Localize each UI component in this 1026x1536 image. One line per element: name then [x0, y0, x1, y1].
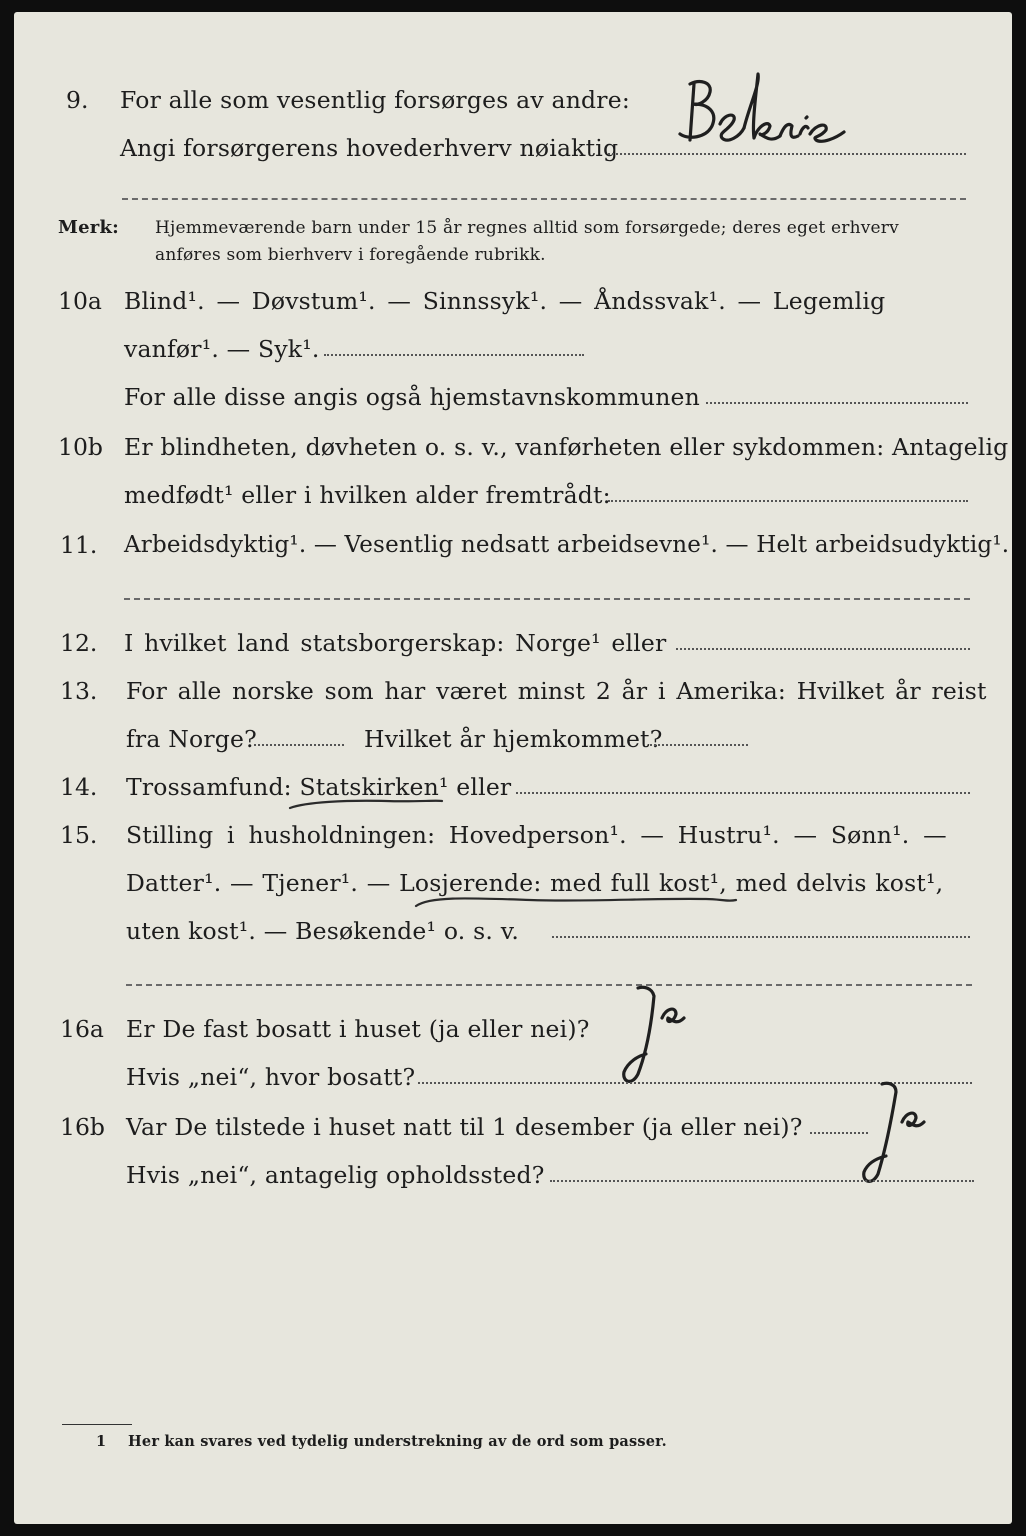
q9-number: 9.	[66, 86, 89, 114]
q10b-line1: Er blindheten, døvheten o. s. v., vanførheten eller sykdommen: Antagelig	[124, 433, 1009, 461]
q15-line2: Datter¹. — Tjener¹. — Losjerende: med full kost¹, med delvis kost¹,	[126, 869, 944, 897]
q10b-number: 10b	[58, 433, 103, 461]
q13-number: 13.	[60, 677, 98, 705]
q16b-number: 16b	[60, 1113, 105, 1141]
q10a-line1: Blind¹. — Døvstum¹. — Sinnssyk¹. — Åndssvak¹. — Legemlig	[124, 287, 886, 315]
q16b-opholdssted-answer-line[interactable]	[550, 1180, 974, 1182]
q10a-number: 10a	[58, 287, 102, 315]
footnote-text: Her kan svares ved tydelig understrekning av de ord som passer.	[128, 1433, 667, 1450]
q9-handwritten-answer-signature	[660, 64, 900, 160]
q15-answer-line[interactable]	[552, 936, 970, 938]
q15-line1: Stilling i husholdningen: Hovedperson¹. — Hustru¹. — Sønn¹. —	[126, 821, 947, 849]
q12-answer-line[interactable]	[676, 648, 970, 650]
merk-label: Merk:	[58, 217, 119, 238]
merk-line2: anføres som bierhverv i foregående rubrikk.	[155, 245, 546, 265]
q16b-handwritten-answer-ja	[846, 1074, 942, 1192]
q11-answer-line[interactable]	[124, 598, 970, 600]
q9-extra-answer-line[interactable]	[122, 198, 966, 200]
q13-departure-year-line[interactable]	[254, 744, 344, 746]
q10b-answer-line[interactable]	[608, 500, 968, 502]
q14-answer-line[interactable]	[516, 792, 970, 794]
q16a-line1: Er De fast bosatt i huset (ja eller nei)?	[126, 1015, 590, 1043]
q16a-line2: Hvis „nei“, hvor bosatt?	[126, 1063, 416, 1091]
q9-line2: Angi forsørgerens hovederhverv nøiaktig	[120, 134, 619, 162]
q16b-line2: Hvis „nei“, antagelig opholdssted?	[126, 1161, 545, 1189]
q11-number: 11.	[60, 531, 98, 559]
q10a-line2: vanfør¹. — Syk¹.	[124, 335, 320, 363]
q14-number: 14.	[60, 773, 98, 801]
merk-line1: Hjemmeværende barn under 15 år regnes alltid som forsørgede; deres eget erhverv	[155, 218, 899, 238]
q14-statskirken-underline	[286, 796, 446, 812]
q16a-number: 16a	[60, 1015, 104, 1043]
q15-line3: uten kost¹. — Besøkende¹ o. s. v.	[126, 917, 520, 945]
footnote-marker: 1	[96, 1433, 107, 1450]
q13-line2a: fra Norge?	[126, 725, 257, 753]
q13-return-year-line[interactable]	[650, 744, 748, 746]
q16a-handwritten-answer-ja	[604, 978, 700, 1090]
q10a-answer-line[interactable]	[324, 354, 584, 356]
q10a-hometown-answer-line[interactable]	[706, 402, 968, 404]
q14-line1: Trossamfund: Statskirken¹ eller	[126, 773, 512, 801]
q16b-line1: Var De tilstede i huset natt til 1 desember (ja eller nei)?	[126, 1113, 803, 1141]
q15-extra-answer-line[interactable]	[126, 984, 972, 986]
q11-line1: Arbeidsdyktig¹. — Vesentlig nedsatt arbeidsevne¹. — Helt arbeidsudyktig¹.	[124, 532, 1010, 558]
q15-losjerende-underline	[410, 890, 740, 912]
q10b-line2: medfødt¹ eller i hvilken alder fremtrådt:	[124, 481, 611, 509]
q15-number: 15.	[60, 821, 98, 849]
q13-line2b: Hvilket år hjemkommet?	[364, 725, 663, 753]
q10a-line3: For alle disse angis også hjemstavnskommunen	[124, 383, 700, 411]
q12-number: 12.	[60, 629, 98, 657]
q9-line1: For alle som vesentlig forsørges av andre:	[120, 86, 630, 114]
q12-line1: I hvilket land statsborgerskap: Norge¹ eller	[124, 629, 667, 657]
footnote-rule	[62, 1424, 132, 1425]
q13-line1: For alle norske som har været minst 2 år i Amerika: Hvilket år reist	[126, 677, 987, 705]
